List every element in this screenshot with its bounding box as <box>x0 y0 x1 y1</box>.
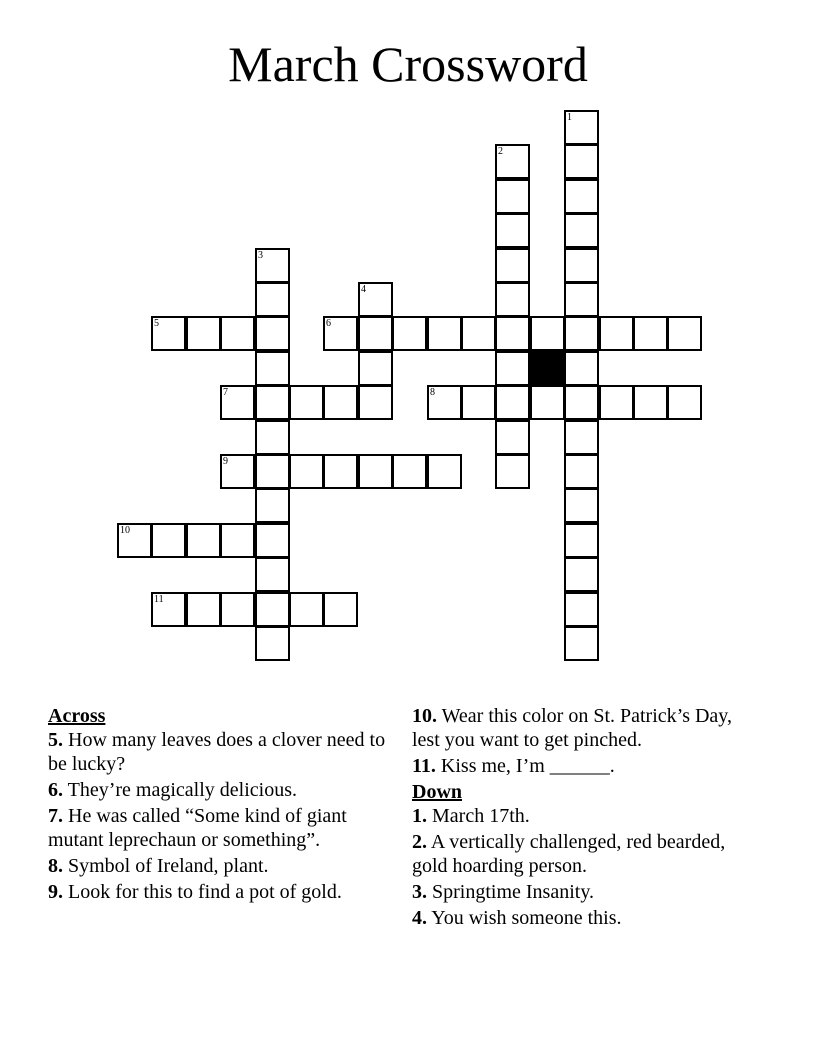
grid-cell[interactable] <box>564 179 599 214</box>
clue-number-label: 2. <box>412 831 427 853</box>
clue-number: 7 <box>223 387 228 398</box>
clue-text: Kiss me, I’m ______. <box>435 755 615 777</box>
grid-cell[interactable] <box>151 523 186 558</box>
grid-cell[interactable] <box>427 454 462 489</box>
grid-cell[interactable] <box>495 420 530 455</box>
grid-cell[interactable] <box>495 179 530 214</box>
grid-cell[interactable] <box>392 316 427 351</box>
clue-number: 8 <box>430 387 435 398</box>
clue-text: Springtime Insanity. <box>427 881 595 903</box>
black-cell <box>530 351 565 386</box>
grid-cell[interactable] <box>289 454 324 489</box>
grid-cell[interactable] <box>495 316 530 351</box>
grid-cell[interactable] <box>461 385 496 420</box>
clue-number: 5 <box>154 318 159 329</box>
grid-cell[interactable] <box>255 626 290 661</box>
grid-cell[interactable] <box>427 385 462 420</box>
grid-cell[interactable] <box>220 316 255 351</box>
clue-number-label: 10. <box>412 705 437 727</box>
clue-number: 9 <box>223 456 228 467</box>
grid-cell[interactable] <box>495 351 530 386</box>
clue-number-label: 9. <box>48 881 63 903</box>
clue-number-label: 5. <box>48 729 63 751</box>
grid-cell[interactable] <box>564 523 599 558</box>
grid-cell[interactable] <box>495 385 530 420</box>
clue-number: 2 <box>498 146 503 157</box>
clue-number: 1 <box>567 112 572 123</box>
grid-cell[interactable] <box>255 385 290 420</box>
grid-cell[interactable] <box>564 144 599 179</box>
grid-cell[interactable] <box>220 523 255 558</box>
clue-heading-across: Across <box>48 705 106 727</box>
clue-number-label: 8. <box>48 855 63 877</box>
clue-text: They’re magically delicious. <box>63 779 297 801</box>
grid-cell[interactable] <box>564 282 599 317</box>
clue-number-label: 3. <box>412 881 427 903</box>
grid-cell[interactable] <box>564 592 599 627</box>
clue-text: Symbol of Ireland, plant. <box>63 855 269 877</box>
grid-cell[interactable] <box>323 385 358 420</box>
grid-cell[interactable] <box>255 351 290 386</box>
clue-item <box>412 906 752 930</box>
clue-item <box>48 880 388 904</box>
grid-cell[interactable] <box>633 316 668 351</box>
grid-cell[interactable] <box>255 557 290 592</box>
clue-text: A vertically challenged, red bearded, gold hoarding person. <box>412 831 726 877</box>
clue-item <box>48 778 388 802</box>
clue-text: March 17th. <box>427 805 530 827</box>
grid-cell[interactable] <box>255 248 290 283</box>
clue-number-label: 4. <box>412 907 427 929</box>
grid-cell[interactable] <box>564 420 599 455</box>
grid-cell[interactable] <box>186 592 221 627</box>
grid-cell[interactable] <box>358 316 393 351</box>
clue-item <box>412 880 752 904</box>
grid-cell[interactable] <box>530 385 565 420</box>
grid-cell[interactable] <box>564 454 599 489</box>
grid-cell[interactable] <box>358 351 393 386</box>
grid-cell[interactable] <box>255 592 290 627</box>
grid-cell[interactable] <box>495 213 530 248</box>
clue-item <box>412 804 752 828</box>
grid-cell[interactable] <box>323 454 358 489</box>
clue-heading-down: Down <box>412 781 463 803</box>
grid-cell[interactable] <box>564 213 599 248</box>
grid-cell[interactable] <box>564 316 599 351</box>
grid-cell[interactable] <box>255 316 290 351</box>
grid-cell[interactable] <box>220 454 255 489</box>
grid-cell[interactable] <box>564 557 599 592</box>
clue-text: He was called “Some kind of giant mutant leprechaun or something”. <box>48 805 347 851</box>
clue-number-label: 11. <box>412 755 436 777</box>
grid-cell[interactable] <box>495 454 530 489</box>
grid-cell[interactable] <box>220 592 255 627</box>
grid-cell[interactable] <box>255 282 290 317</box>
grid-cell[interactable] <box>564 488 599 523</box>
grid-cell[interactable] <box>667 385 702 420</box>
clue-text: Wear this color on St. Patrick’s Day, lest you want to get pinched. <box>412 705 733 751</box>
grid-cell[interactable] <box>323 316 358 351</box>
clue-text: You wish someone this. <box>427 907 622 929</box>
clue-item <box>412 754 752 778</box>
clue-number-label: 6. <box>48 779 63 801</box>
grid-cell[interactable] <box>564 351 599 386</box>
clues-column-right <box>412 704 752 932</box>
grid-cell[interactable] <box>564 248 599 283</box>
grid-cell[interactable] <box>289 385 324 420</box>
clue-item <box>412 704 752 752</box>
grid-cell[interactable] <box>186 523 221 558</box>
grid-cell[interactable] <box>564 110 599 145</box>
clue-item <box>48 804 388 852</box>
clue-item <box>412 830 752 878</box>
grid-cell[interactable] <box>220 385 255 420</box>
clue-number-label: 7. <box>48 805 63 827</box>
clue-item <box>48 854 388 878</box>
grid-cell[interactable] <box>186 316 221 351</box>
clue-item <box>48 728 388 776</box>
grid-cell[interactable] <box>255 454 290 489</box>
grid-cell[interactable] <box>427 316 462 351</box>
grid-cell[interactable] <box>530 316 565 351</box>
grid-cell[interactable] <box>323 592 358 627</box>
clue-number: 11 <box>154 594 164 605</box>
grid-cell[interactable] <box>599 385 634 420</box>
grid-cell[interactable] <box>599 316 634 351</box>
grid-cell[interactable] <box>461 316 496 351</box>
grid-cell[interactable] <box>495 248 530 283</box>
grid-cell[interactable] <box>151 316 186 351</box>
clue-number: 4 <box>361 284 366 295</box>
grid-cell[interactable] <box>117 523 152 558</box>
grid-cell[interactable] <box>495 282 530 317</box>
grid-cell[interactable] <box>392 454 427 489</box>
clue-number: 6 <box>326 318 331 329</box>
grid-cell[interactable] <box>358 282 393 317</box>
grid-cell[interactable] <box>564 385 599 420</box>
grid-cell[interactable] <box>564 626 599 661</box>
clue-number: 3 <box>258 250 263 261</box>
clue-text: Look for this to find a pot of gold. <box>63 881 342 903</box>
grid-cell[interactable] <box>667 316 702 351</box>
grid-cell[interactable] <box>151 592 186 627</box>
grid-cell[interactable] <box>255 523 290 558</box>
clue-number: 10 <box>120 525 130 536</box>
grid-cell[interactable] <box>255 488 290 523</box>
page-title: March Crossword <box>228 36 588 92</box>
clue-text: How many leaves does a clover need to be lucky? <box>48 729 386 775</box>
grid-cell[interactable] <box>358 454 393 489</box>
grid-cell[interactable] <box>289 592 324 627</box>
grid-cell[interactable] <box>633 385 668 420</box>
clue-number-label: 1. <box>412 805 427 827</box>
grid-cell[interactable] <box>358 385 393 420</box>
grid-cell[interactable] <box>255 420 290 455</box>
clues-column-left <box>48 704 388 906</box>
grid-cell[interactable] <box>495 144 530 179</box>
